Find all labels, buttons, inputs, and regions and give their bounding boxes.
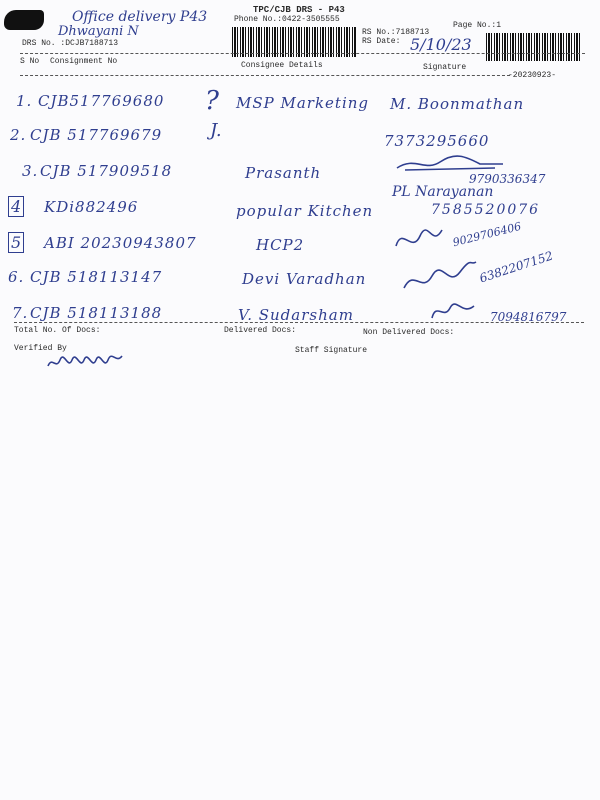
row-3-consignee: Prasanth	[245, 164, 322, 182]
date-stamp: -20230923-	[508, 71, 557, 80]
row-1-signature: M. Boonmathan	[390, 95, 525, 113]
row-7-number: 7.	[12, 304, 29, 322]
row-3-phone: 9790336347	[469, 172, 546, 186]
rs-date-label: RS Date:	[362, 37, 401, 46]
column-sno: S No	[20, 57, 40, 66]
verified-by-label: Verified By	[14, 344, 67, 353]
row-2-phone: 7373295660	[384, 132, 490, 150]
row-4-number: 4	[8, 196, 24, 217]
column-consignment: Consignment No	[50, 57, 118, 66]
barcode-page	[486, 33, 581, 61]
row-6-phone: 6382207152	[477, 248, 555, 286]
row-5-consignment: ABI 20230943807	[44, 234, 197, 252]
row-2-consignment: CJB 517769679	[30, 126, 163, 144]
row-4-consignment: KDi882496	[44, 198, 139, 216]
total-docs-label: Total No. Of Docs:	[14, 326, 101, 335]
row-1-bracket: ?	[205, 86, 219, 116]
document-title: TPC/CJB DRS - P43	[253, 5, 345, 15]
handwritten-office-note: Office delivery P43	[72, 9, 208, 25]
handwritten-staff-name: Dhwayani N	[58, 24, 139, 39]
row-6-consignee: Devi Varadhan	[242, 270, 367, 288]
row-3-number: 3.	[22, 162, 39, 180]
phone-number: Phone No.:0422-3505555	[234, 15, 340, 24]
ink-blot	[4, 10, 44, 30]
drs-number: DRS No. :DCJB7188713	[22, 39, 119, 48]
page-number: Page No.:1	[453, 21, 502, 30]
row-2-number: 2.	[10, 126, 27, 144]
row-5-phone: 9029706406	[451, 219, 523, 250]
row-6-signature-scribble	[400, 258, 480, 298]
row-7-consignment: CJB 518113188	[30, 304, 163, 322]
rs-number: RS No.:7188713	[362, 28, 430, 37]
row-6-number: 6.	[8, 268, 25, 286]
non-delivered-docs-label: Non Delivered Docs:	[363, 328, 455, 337]
row-3-consignment: CJB 517909518	[40, 162, 173, 180]
column-consignee: Consignee Details	[241, 61, 323, 70]
row-4-phone: 7585520076	[431, 202, 541, 218]
row-6-consignment: CJB 518113147	[30, 268, 163, 286]
row-5-consignee: HCP2	[256, 236, 305, 254]
header-divider	[20, 53, 585, 54]
column-divider	[20, 75, 510, 76]
row-4-consignee: popular Kitchen	[236, 202, 374, 220]
row-1-number: 1.	[16, 92, 33, 110]
row-7-consignee: V. Sudarsham	[238, 306, 354, 324]
staff-signature-label: Staff Signature	[295, 346, 368, 355]
rs-date-value: 5/10/23	[410, 35, 472, 54]
row-4-signature: PL Narayanan	[392, 184, 494, 200]
row-7-phone: 7094816797	[490, 310, 567, 324]
row-7-signature-scribble	[428, 298, 478, 324]
row-5-number: 5	[8, 232, 24, 253]
rows-divider	[14, 322, 584, 323]
row-1-consignment: CJB517769680	[38, 92, 165, 110]
row-1-consignee: MSP Marketing	[236, 94, 370, 112]
row-5-signature-scribble	[392, 224, 452, 256]
row-2-ditto-mark: J.	[210, 120, 222, 141]
verifier-signature-scribble	[46, 352, 126, 374]
column-signature: Signature	[423, 63, 467, 72]
delivered-docs-label: Delivered Docs:	[224, 326, 297, 335]
